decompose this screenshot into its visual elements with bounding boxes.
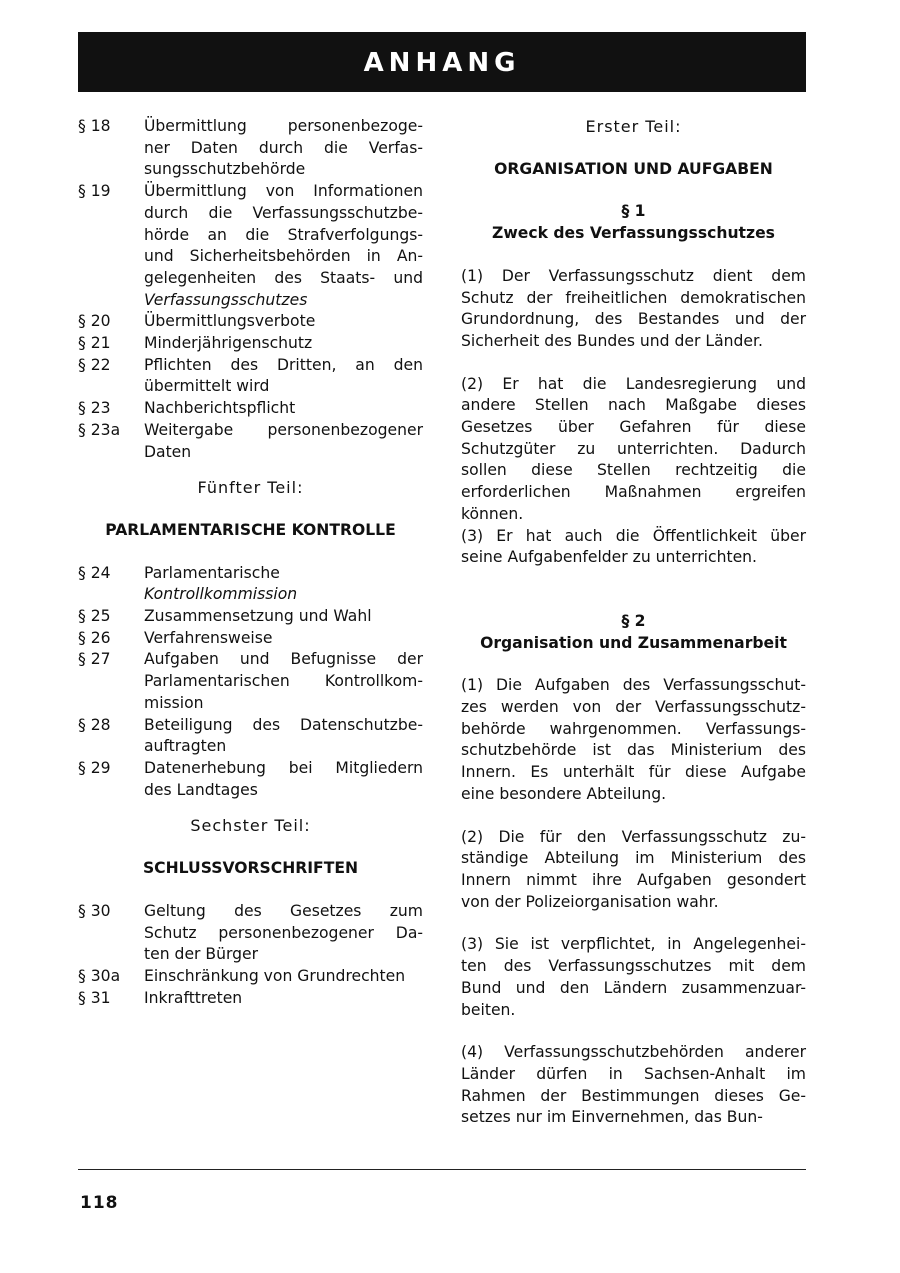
paragraph-line: beiten. (461, 1000, 516, 1019)
toc-entry-title (144, 758, 423, 801)
toc-entry-title (144, 606, 423, 628)
toc-entry-number: § 28 (78, 715, 111, 734)
left-column (78, 116, 423, 1009)
banner-title: ANHANG (363, 48, 521, 78)
paragraph-line: zes werden von der Verfassungsschutz- (461, 698, 806, 717)
paragraph-line: Innern nimmt ihre Aufgaben gesondert (461, 870, 806, 889)
paragraph-line: setzes nur im Einvernehmen, das Bun- (461, 1108, 763, 1127)
section-number: § 2 (621, 611, 646, 630)
paragraph-line: andere Stellen nach Maßgabe dieses (461, 396, 806, 415)
toc-entry-line: Übermittlung personenbezoge- (144, 117, 423, 135)
toc-entry-title (144, 966, 423, 988)
toc-entry-number: § 19 (78, 182, 111, 201)
toc-entry-number: § 31 (78, 988, 111, 1007)
paragraph-line: (2) Er hat die Landesregierung und (461, 374, 806, 393)
toc-entry-title (144, 988, 423, 1010)
toc-entry-line: Verfahrensweise (144, 628, 273, 647)
paragraph-line: erforderlichen Maßnahmen ergreifen (461, 483, 806, 502)
toc-entry-number: § 23 (78, 399, 111, 418)
toc-entry-number: § 30a (78, 966, 121, 985)
toc-entry (78, 758, 423, 801)
paragraph-line: Gesetzes über Gefahren für diese (461, 418, 806, 437)
paragraph-line: von der Polizeiorganisation wahr. (461, 892, 719, 911)
part-heading: ORGANISATION UND AUFGABEN (494, 159, 773, 178)
toc-entry-title (144, 398, 423, 420)
paragraph-line: Länder dürfen in Sachsen-Anhalt im (461, 1064, 806, 1083)
paragraph-line: behörde wahrgenommen. Verfassungs- (461, 719, 806, 738)
paragraph (461, 675, 806, 805)
toc-entry (78, 355, 423, 398)
toc-entry-line: auftragten (144, 737, 227, 756)
toc-entry-title (144, 563, 423, 606)
toc-entry-line: ner Daten durch die Verfas- (144, 138, 423, 157)
toc-entry-line: übermittelt wird (144, 377, 270, 396)
paragraph-line: (2) Die für den Verfassungsschutz zu- (461, 827, 806, 846)
toc-entry-number: § 22 (78, 355, 111, 374)
paragraph-line: Bund und den Ländern zusammenzuar- (461, 978, 806, 997)
toc-entry-number: § 24 (78, 563, 111, 582)
toc-entry-line: Daten (144, 442, 192, 461)
paragraph-line: ten des Verfassungsschutzes mit dem (461, 957, 806, 976)
toc-list (78, 901, 423, 1010)
toc-entry-line: Übermittlungsverbote (144, 312, 316, 331)
paragraph-line: eine besondere Abteilung. (461, 784, 667, 803)
toc-entry-line: Nachberichtspflicht (144, 399, 296, 418)
toc-entry-line: Parlamentarische (144, 563, 280, 582)
toc-entry (78, 420, 423, 463)
toc-entry-line: Inkrafttreten (144, 988, 243, 1007)
paragraph-line: Schutz der freiheitlichen demokratischen (461, 288, 806, 307)
toc-entry-line: ten der Bürger (144, 945, 259, 964)
section-banner (78, 32, 806, 92)
toc-entry-line: durch die Verfassungsschutzbe- (144, 203, 423, 222)
toc-entry-number: § 29 (78, 758, 111, 777)
toc-entry-title (144, 649, 423, 714)
toc-entry-number: § 20 (78, 312, 111, 331)
toc-entry-title (144, 116, 423, 181)
toc-entry-line: mission (144, 693, 204, 712)
toc-entry-number: § 23a (78, 420, 121, 439)
paragraph-line: Rahmen der Bestimmungen dieses Ge- (461, 1086, 806, 1105)
toc-entry-line: sungsschutzbehörde (144, 160, 306, 179)
toc-entry-line: Weitergabe personenbezogener (144, 420, 423, 439)
paragraph-line: können. (461, 504, 524, 523)
paragraph-line: Schutzgüter zu unterrichten. Dadurch (461, 439, 806, 458)
toc-entry-number: § 25 (78, 607, 111, 626)
toc-entry-number: § 30 (78, 901, 111, 920)
toc-entry-line: des Landtages (144, 780, 258, 799)
toc-entry-line: Einschränkung von Grundrechten (144, 966, 406, 985)
right-column (461, 116, 806, 1129)
toc-list (78, 563, 423, 802)
toc-entry-line: Datenerhebung bei Mitgliedern (144, 758, 423, 777)
toc-entry-line: Kontrollkommission (144, 585, 298, 604)
paragraph-line: seine Aufgabenfelder zu unterrichten. (461, 548, 758, 567)
toc-entry (78, 181, 423, 311)
toc-entry-title (144, 181, 423, 311)
paragraph-line: schutzbehörde ist das Ministerium des (461, 741, 806, 760)
footer-rule (78, 1169, 806, 1170)
toc-entry (78, 988, 423, 1010)
toc-entry-title (144, 311, 423, 333)
toc-entry-number: § 21 (78, 334, 111, 353)
toc-entry-line: Minderjährigenschutz (144, 334, 313, 353)
part-heading: SCHLUSSVORSCHRIFTEN (142, 859, 359, 878)
paragraph-line: (4) Verfassungsschutzbehörden anderer (461, 1043, 806, 1062)
toc-entry-line: Übermittlung von Informationen (144, 182, 423, 201)
part-label: Sechster Teil: (190, 816, 311, 836)
toc-entry-number: § 26 (78, 628, 111, 647)
toc-entry (78, 966, 423, 988)
paragraph (461, 374, 806, 526)
paragraph (461, 1042, 806, 1129)
part-label: Erster Teil: (585, 117, 682, 136)
toc-entry (78, 649, 423, 714)
paragraph (461, 827, 806, 914)
toc-entry-line: Verfassungsschutzes (144, 290, 308, 309)
paragraph-line: Grundordnung, des Bestandes und der (461, 310, 806, 329)
toc-entry-line: Aufgaben und Befugnisse der (144, 650, 423, 669)
toc-entry-line: gelegenheiten des Staats- und (144, 268, 423, 287)
toc-entry (78, 398, 423, 420)
toc-entry-title (144, 715, 423, 758)
paragraph (461, 934, 806, 1021)
paragraph-line: (3) Er hat auch die Öffentlichkeit über (461, 526, 806, 545)
section-title: Zweck des Verfassungsschutzes (492, 224, 775, 243)
part-label: Fünfter Teil: (197, 478, 304, 498)
toc-entry (78, 606, 423, 628)
toc-entry (78, 333, 423, 355)
paragraph-line: (3) Sie ist verpflichtet, in Angelegenhei- (461, 935, 806, 954)
toc-entry-title (144, 901, 423, 966)
page-number: 118 (80, 1193, 119, 1213)
paragraph-line: (1) Die Aufgaben des Verfassungsschut- (461, 676, 806, 695)
toc-entry-line: Zusammensetzung und Wahl (144, 607, 372, 626)
paragraph (461, 266, 806, 353)
toc-entry-number: § 27 (78, 650, 111, 669)
toc-entry-title (144, 628, 423, 650)
paragraph-line: sollen diese Stellen rechtzeitig die (461, 461, 806, 480)
toc-entry-line: Beteiligung des Datenschutzbe- (144, 715, 423, 734)
section-number: § 1 (621, 202, 646, 221)
toc-entry-title (144, 420, 423, 463)
toc-entry-title (144, 355, 423, 398)
paragraph-line: Sicherheit des Bundes und der Länder. (461, 331, 763, 350)
toc-entry (78, 311, 423, 333)
paragraph (461, 526, 806, 569)
toc-entry-line: Pflichten des Dritten, an den (144, 355, 423, 374)
toc-entry-line: Schutz personenbezogener Da- (144, 923, 423, 942)
toc-entry (78, 901, 423, 966)
toc-entry-number: § 18 (78, 117, 111, 135)
paragraph-line: Innern. Es unterhält für diese Aufgabe (461, 763, 806, 782)
toc-entry (78, 116, 423, 181)
toc-entry (78, 715, 423, 758)
toc-entry-title (144, 333, 423, 355)
toc-entry-line: hörde an die Strafverfolgungs- (144, 225, 423, 244)
toc-entry (78, 628, 423, 650)
paragraph-line: (1) Der Verfassungsschutz dient dem (461, 266, 806, 285)
section-title: Organisation und Zusammenarbeit (480, 633, 787, 652)
paragraph-line: ständige Abteilung im Ministerium des (461, 849, 806, 868)
toc-entry-line: und Sicherheitsbehörden in An- (144, 247, 423, 266)
toc-entry (78, 563, 423, 606)
toc-entry-line: Geltung des Gesetzes zum (144, 901, 423, 920)
part-heading: PARLAMENTARISCHE KONTROLLE (105, 520, 396, 539)
toc-list (78, 116, 423, 463)
toc-entry-line: Parlamentarischen Kontrollkom- (144, 672, 423, 691)
